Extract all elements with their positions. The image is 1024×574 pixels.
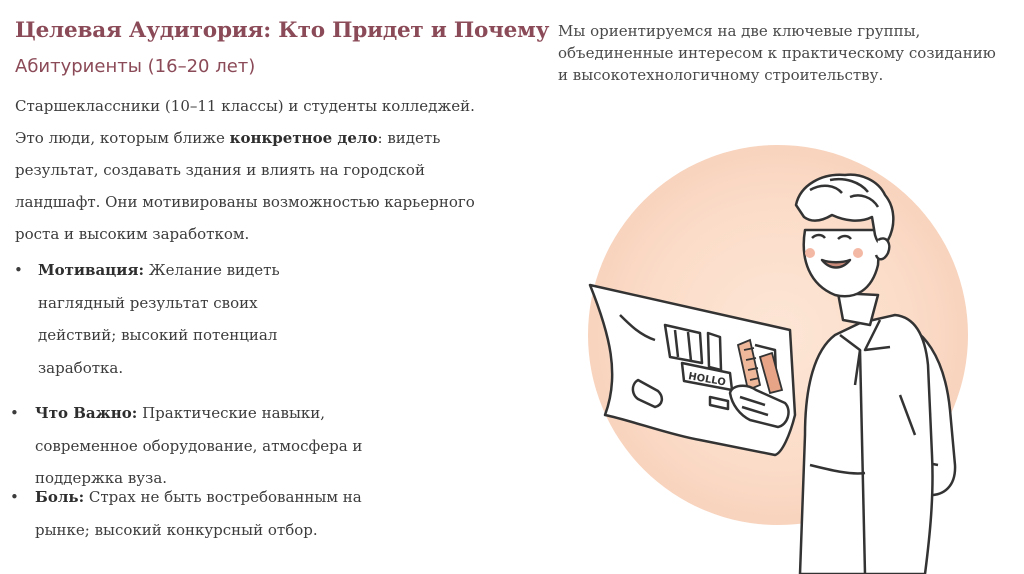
bullet-label: Боль: — [35, 488, 85, 506]
blueprint-sign-text: HOLLO — [687, 371, 727, 389]
intro-paragraph — [15, 90, 495, 250]
page-title: Целевая Аудитория: Кто Придет и Почему — [15, 18, 550, 43]
bullet-pain — [10, 481, 385, 546]
intro-text-start: Это люди, которым ближе — [15, 129, 230, 147]
bullet-label: Мотивация: — [38, 261, 144, 279]
intro-bold-phrase: конкретное дело — [229, 129, 378, 147]
intro-text-end: : видеть результат, создавать здания и влиять на городской ландшафт. Они мотивированы возможностью карьерного роста и высоким заработком. — [15, 129, 475, 243]
bullet-dot: • — [10, 488, 19, 506]
student-illustration — [560, 135, 990, 574]
aside-text: Мы ориентируемся на две ключевые группы, объединенные интересом к практическому созиданию и высокотехнологичному строительству. — [558, 22, 996, 84]
body — [800, 315, 933, 574]
bullet-label: Что Важно: — [35, 404, 138, 422]
bullet-motivation — [14, 254, 323, 384]
bullet-important — [10, 397, 385, 495]
intro-line-1: Старшеклассники (10–11 классы) и студенты колледжей. — [15, 97, 475, 115]
bullet-text: Практические навыки, современное оборудование, атмосфера и поддержка вуза. — [35, 404, 363, 487]
bullet-text: Желание видеть наглядный результат своих действий; высокий потенциал заработка. — [38, 261, 280, 377]
page-subtitle: Абитуриенты (16–20 лет) — [15, 56, 256, 77]
bullet-text: Страх не быть востребованным на рынке; высокий конкурсный отбор. — [35, 488, 362, 539]
bullet-dot: • — [10, 404, 19, 422]
bullet-dot: • — [14, 261, 23, 279]
